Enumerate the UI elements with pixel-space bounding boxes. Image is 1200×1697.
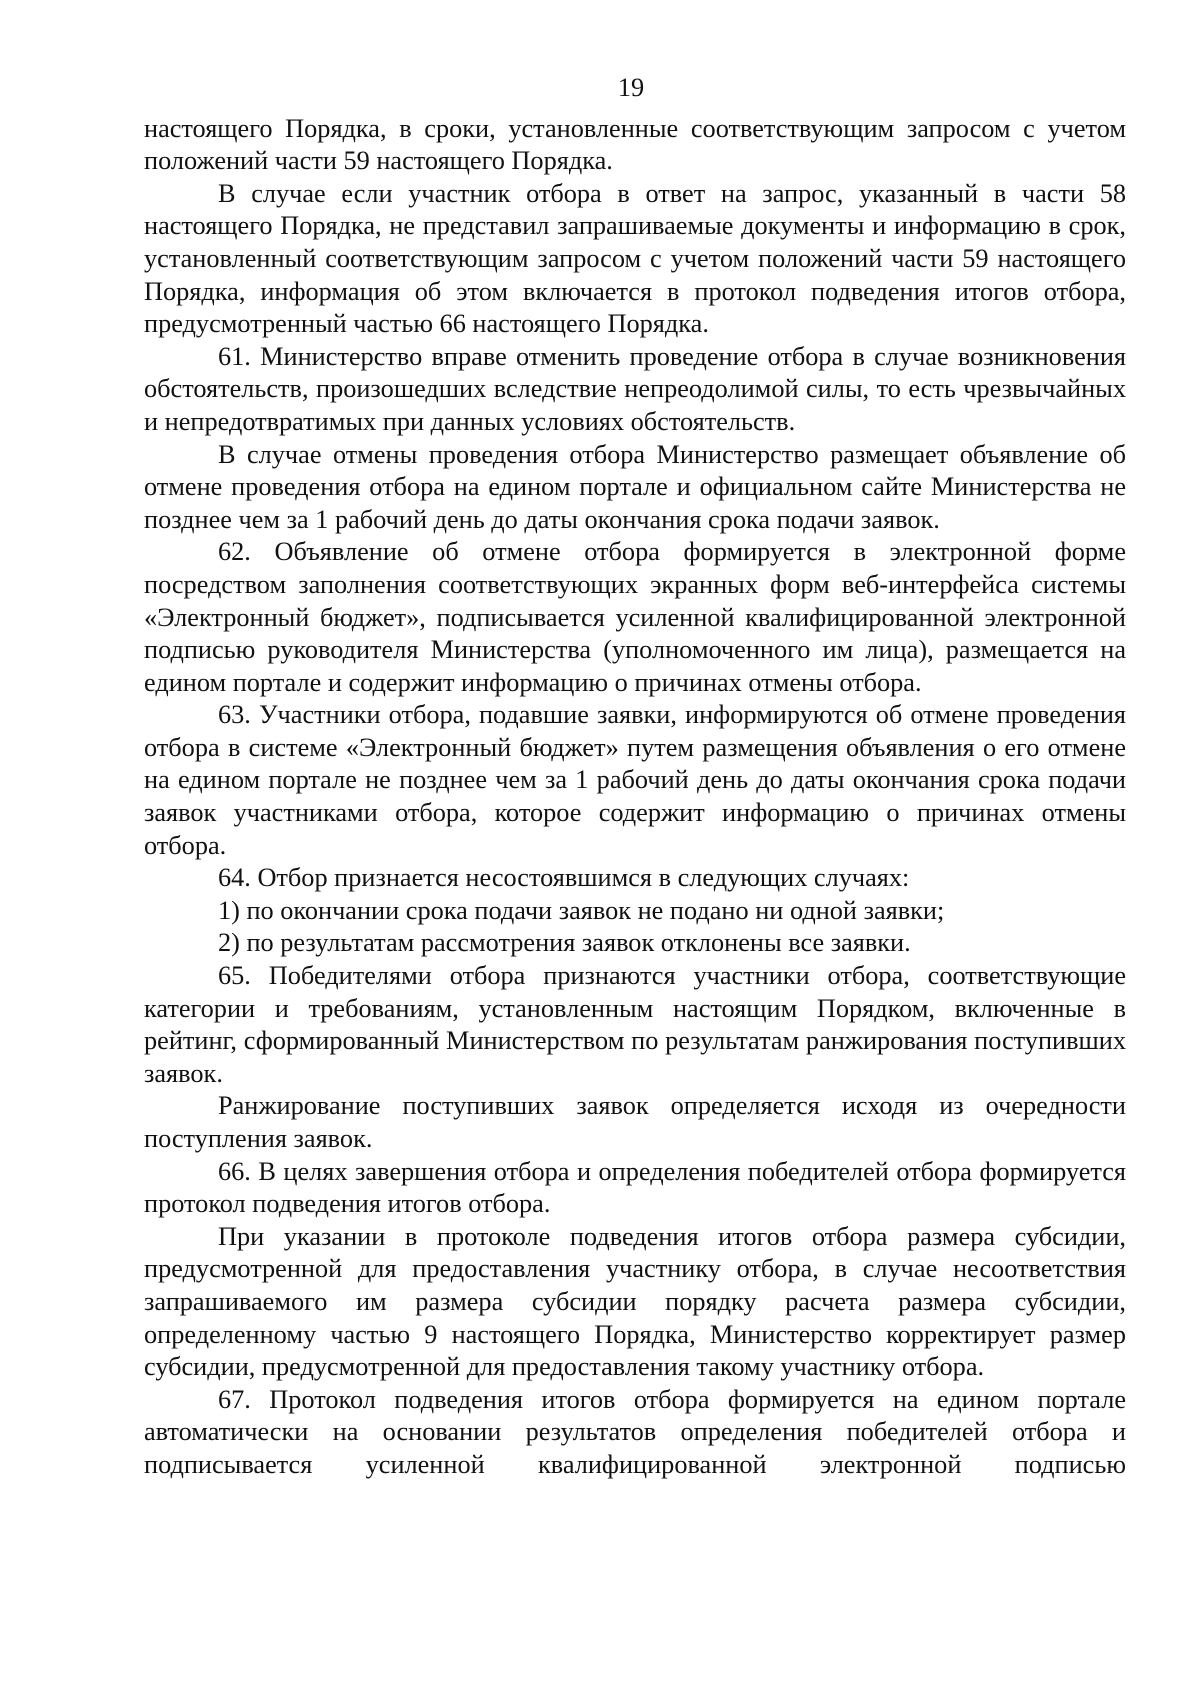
list-item-1: 1) по окончании срока подачи заявок не подано ни одной заявки;	[218, 895, 945, 925]
paragraph: Ранжирование поступивших заявок определяется исходя из очередности поступления заявок.	[144, 1091, 1126, 1153]
paragraph-66: 66. В целях завершения отбора и определения победителей отбора формируется протокол подведения итогов отбора.	[144, 1156, 1126, 1219]
paragraph: В случае если участник отбора в ответ на запрос, указанный в части 58 настоящего Порядка, не представил запрашиваемые документы и информацию в срок, установленный соответствующим запросом с учетом положений части 59 настоящего Порядка, информация об этом включается в протокол подведения итогов отбора, предусмотренный частью 66 настоящего Порядка.	[144, 178, 1126, 339]
list-item-2: 2) по результатам рассмотрения заявок отклонены все заявки.	[218, 928, 911, 958]
paragraph-67: 67. Протокол подведения итогов отбора формируется на едином портале автоматически на основании результатов определения победителей отбора и подписывается усиленной квалифицированной электронной подписью	[144, 1384, 1126, 1479]
paragraph-65: 65. Победителями отбора признаются участники отбора, соответствующие категории и требованиям, установленным настоящим Порядком, включенные в рейтинг, сформированный Министерством по результатам ранжирования поступивших заявок.	[144, 961, 1126, 1088]
document-body	[144, 113, 1126, 1482]
paragraph-62: 62. Объявление об отмене отбора формируется в электронной форме посредством заполнения соответствующих экранных форм веб-интерфейса системы «Электронный бюджет», подписывается усиленной квалифицированной электронной подписью руководителя Министерства (уполномоченного им лица), размещается на едином портале и содержит информацию о причинах отмены отбора.	[144, 537, 1126, 697]
paragraph: При указании в протоколе подведения итогов отбора размера субсидии, предусмотренной для предоставления участнику отбора, в случае несоответствия запрашиваемого им размера субсидии порядку расчета размера субсидии, определенному частью 9 настоящего Порядка, Министерство корректирует размер субсидии, предусмотренной для предоставления такому участнику отбора.	[144, 1221, 1126, 1382]
paragraph-continuation: настоящего Порядка, в сроки, установленные соответствующим запросом с учетом положений части 59 настоящего Порядка.	[144, 113, 1126, 176]
paragraph: В случае отмены проведения отбора Министерство размещает объявление об отмене проведения отбора на едином портале и официальном сайте Министерства не позднее чем за 1 рабочий день до даты окончания срока подачи заявок.	[144, 439, 1126, 534]
paragraph-61: 61. Министерство вправе отменить проведение отбора в случае возникновения обстоятельств, произошедших вследствие непреодолимой силы, то есть чрезвычайных и непредотвратимых при данных условиях обстоятельств.	[144, 341, 1126, 436]
paragraph-64: 64. Отбор признается несостоявшимся в следующих случаях:	[218, 863, 910, 893]
page-number: 19	[617, 73, 645, 102]
paragraph-63: 63. Участники отбора, подавшие заявки, информируются об отмене проведения отбора в системе «Электронный бюджет» путем размещения объявления о его отмене на едином портале не позднее чем за 1 рабочий день до даты окончания срока подачи заявок участниками отбора, которое содержит информацию о причинах отмены отбора.	[144, 700, 1126, 860]
